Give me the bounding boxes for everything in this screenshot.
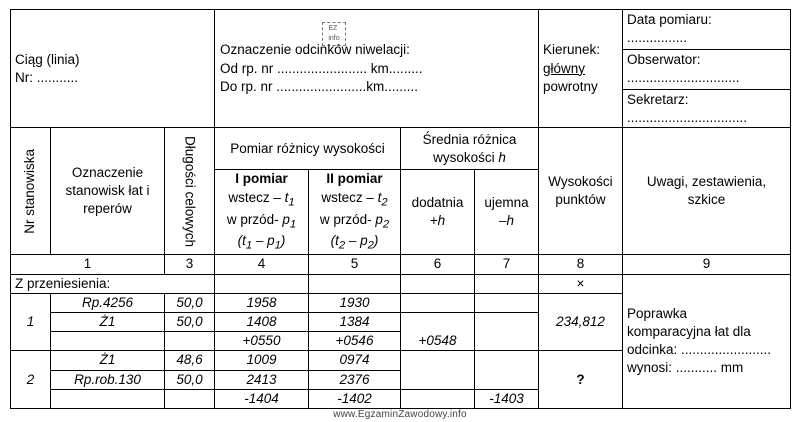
col-i-pomiar [215, 170, 309, 255]
ii-wprzod: w przód- $p_2$ [319, 211, 390, 231]
dodatnia-sym: +h [429, 213, 446, 229]
station-p2: 0974 [309, 351, 401, 370]
do-rp-line: Do rp. nr ........................km......... [220, 78, 419, 94]
ujemna-label: ujemna [484, 195, 529, 211]
station-ozn: Ż1 [51, 312, 165, 331]
station-p1: -1404 [215, 389, 309, 408]
station-dl: 50,0 [165, 293, 215, 312]
kierunek-glowny: główny [543, 60, 586, 76]
col-num: 6 [401, 255, 475, 274]
uwagi-line: komparacyjna łat dla [627, 324, 751, 340]
ujemna-sym: –h [498, 213, 515, 229]
uwagi-line: Poprawka [627, 305, 688, 321]
station-nr: 2 [11, 351, 51, 409]
sekretarz-label: Sekretarz: [627, 92, 689, 107]
station-nr: 1 [11, 293, 51, 351]
col-uwagi: Uwagi, zestawienia, szkice [623, 128, 791, 255]
table-row [11, 274, 791, 293]
logo-mark: EZ info [322, 22, 346, 46]
station-dl: 50,0 [165, 312, 215, 331]
x-mark: × [539, 274, 623, 293]
col-srednia [401, 128, 539, 170]
i-formula: $(t_1 - p_1)$ [237, 233, 286, 253]
uwagi-line: wynosi: ........... mm [627, 360, 744, 376]
uwagi-note-cell [623, 274, 791, 409]
kierunek-cell [539, 10, 623, 128]
station-plus: +0548 [401, 312, 475, 350]
column-number-row [11, 255, 791, 274]
z-przeniesienia: Z przeniesienia: [11, 274, 215, 293]
col-num: 4 [215, 255, 309, 274]
station-ozn: Ż1 [51, 351, 165, 370]
obserwator-dots: .............................. [627, 70, 740, 86]
oznaczenie-title: Oznaczenie odcinków niwelacji: [220, 42, 410, 58]
srednia-text: Średnia różnica wysokości h [422, 131, 517, 165]
col-pomiar-roznicy: Pomiar różnicy wysokości [215, 128, 401, 170]
station-wysokosc: 234,812 [539, 293, 623, 351]
col-num: 9 [623, 255, 791, 274]
ciag-nr: Nr: ........... [15, 69, 79, 85]
i-wprzod: w przód- $p_1$ [226, 211, 297, 231]
station-p1: 2413 [215, 370, 309, 389]
i-pomiar-label: I pomiar [235, 171, 288, 187]
station-minus: -1403 [475, 389, 539, 408]
obserwator-label: Obserwator: [627, 52, 701, 67]
station-ozn: Rp.4256 [51, 293, 165, 312]
ciag-label: Ciąg (linia) [15, 51, 80, 67]
dodatnia-label: dodatnia [411, 195, 464, 211]
col-oznaczenie: Oznaczenie stanowisk łat i reperów [51, 128, 165, 255]
col-num: 7 [475, 255, 539, 274]
col-dlugosci: Długości celowych [165, 128, 215, 255]
station-p1: +0550 [215, 332, 309, 351]
col-ii-pomiar [309, 170, 401, 255]
col-num: 3 [165, 255, 215, 274]
data-pomiaru-cell [623, 10, 791, 50]
station-wysokosc: ? [539, 351, 623, 409]
station-p2: -1402 [309, 389, 401, 408]
kierunek-powrotny: powrotny [543, 78, 598, 94]
ii-formula: $(t_2 - p_2)$ [330, 233, 379, 253]
uwagi-line: odcinka: ........................ [627, 342, 772, 358]
watermark: www.EgzaminZawodowy.info [333, 409, 467, 420]
od-rp-line: Od rp. nr ........................ km......... [220, 60, 423, 76]
sekretarz-dots: ................................ [627, 110, 748, 126]
station-p2: 2376 [309, 370, 401, 389]
col-wysokosci: Wysokości punktów [539, 128, 623, 255]
obserwator-cell [623, 50, 791, 90]
kierunek-label: Kierunek: [543, 42, 601, 58]
oznaczenie-odcinkow-cell [215, 10, 539, 128]
ciag-cell [11, 10, 215, 128]
station-dl: 50,0 [165, 370, 215, 389]
ii-pomiar-label: II pomiar [326, 171, 383, 187]
data-pomiaru-dots: ................ [627, 30, 688, 46]
sekretarz-cell [623, 90, 791, 128]
col-num: 5 [309, 255, 401, 274]
col-ujemna [475, 170, 539, 255]
i-wstecz: wstecz – $t_1$ [228, 189, 295, 209]
station-p1: 1408 [215, 312, 309, 331]
station-p2: 1930 [309, 293, 401, 312]
station-ozn: Rp.rob.130 [51, 370, 165, 389]
col-num: 1 [11, 255, 165, 274]
station-dl: 48,6 [165, 351, 215, 370]
data-pomiaru-label: Data pomiaru: [627, 12, 712, 27]
station-p2: +0546 [309, 332, 401, 351]
col-num: 8 [539, 255, 623, 274]
ii-wstecz: wstecz – $t_2$ [321, 189, 388, 209]
station-p1: 1009 [215, 351, 309, 370]
col-nr-stanowiska: Nr stanowiska [11, 128, 51, 255]
station-p1: 1958 [215, 293, 309, 312]
station-p2: 1384 [309, 312, 401, 331]
col-dodatnia [401, 170, 475, 255]
leveling-field-form [10, 9, 791, 409]
